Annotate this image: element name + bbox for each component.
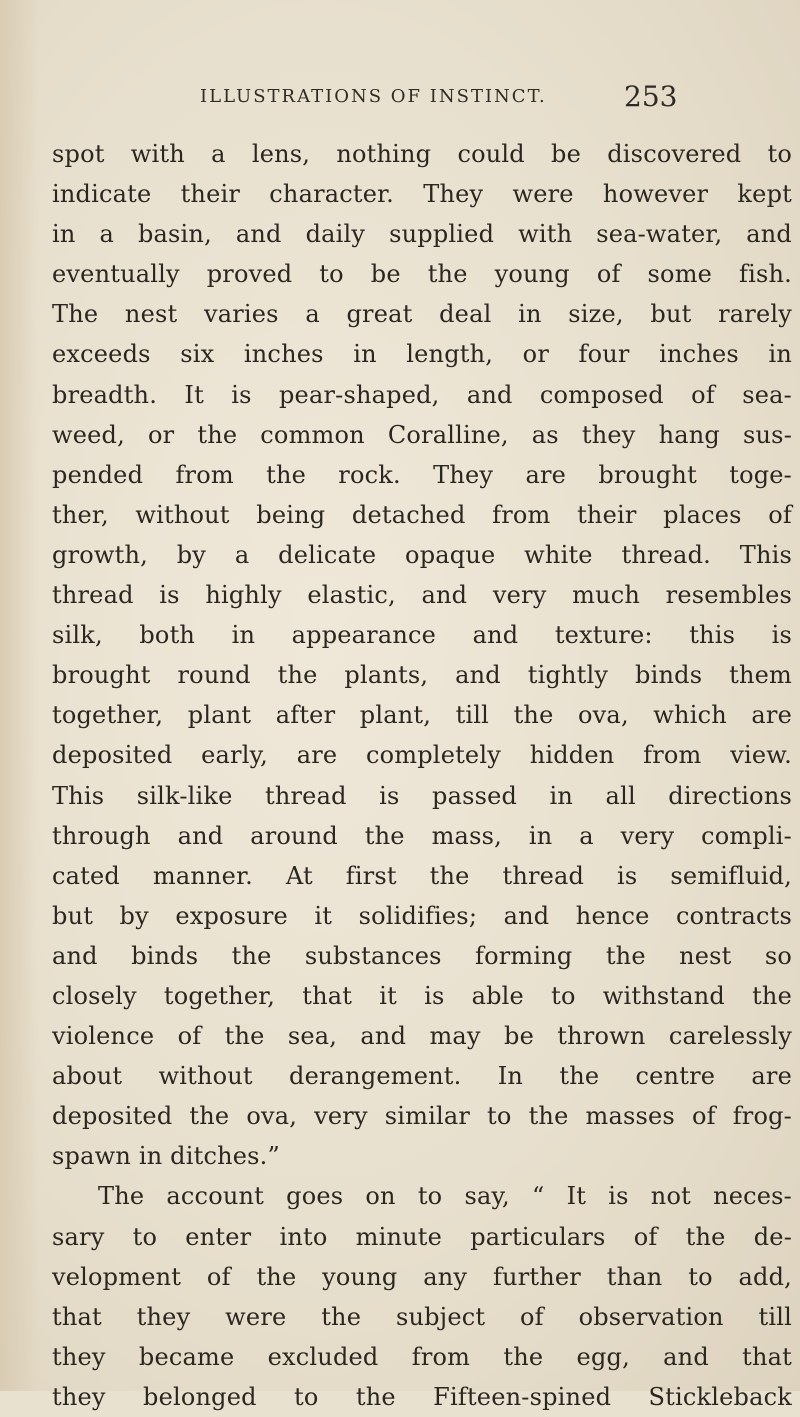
text-line: violence of the sea, and may be thrown carelessly <box>52 1022 792 1051</box>
text-line: and binds the substances forming the nest so <box>52 941 792 970</box>
text-line: indicate their character. They were however kept <box>52 180 792 209</box>
text-line: eventually proved to be the young of some fish. <box>52 260 792 289</box>
text-line: in a basin, and daily supplied with sea-water, and <box>52 220 792 249</box>
text-line: The nest varies a great deal in size, but rarely <box>52 300 792 329</box>
text-line: cated manner. At first the thread is semifluid, <box>52 861 792 890</box>
text-line: together, plant after plant, till the ova, which are <box>52 701 792 730</box>
text-line: breadth. It is pear-shaped, and composed of sea- <box>52 380 792 409</box>
page-number: 253 <box>624 80 678 113</box>
text-line: silk, both in appearance and texture: this is <box>52 621 792 650</box>
text-line: exceeds six inches in length, or four inches in <box>52 340 792 369</box>
page-edge-shadow <box>0 0 40 1391</box>
text-line: about without derangement. In the centre are <box>52 1062 792 1091</box>
text-line: This silk-like thread is passed in all directions <box>52 781 792 810</box>
text-line: ther, without being detached from their places of <box>52 500 792 529</box>
text-line: growth, by a delicate opaque white thread. This <box>52 540 792 569</box>
paragraph-start-line: The account goes on to say, “ It is not neces- <box>98 1182 792 1211</box>
text-line: they belonged to the Fifteen-spined Stickleback <box>52 1382 792 1411</box>
text-line: pended from the rock. They are brought toge- <box>52 460 792 489</box>
text-line: through and around the mass, in a very compli- <box>52 821 792 850</box>
text-line: spot with a lens, nothing could be discovered to <box>52 140 792 168</box>
text-line: velopment of the young any further than to add, <box>52 1262 792 1291</box>
text-line: they became excluded from the egg, and that <box>52 1342 792 1371</box>
text-line: sary to enter into minute particulars of the de- <box>52 1222 792 1251</box>
text-line: closely together, that it is able to withstand the <box>52 981 792 1010</box>
body-text <box>52 134 792 1417</box>
text-line: weed, or the common Coralline, as they hang sus- <box>52 420 792 449</box>
paragraph-end-line: spawn in ditches.” <box>52 1142 280 1171</box>
text-line: that they were the subject of observation till <box>52 1302 792 1331</box>
text-line: brought round the plants, and tightly binds them <box>52 661 792 690</box>
text-line: deposited the ova, very similar to the masses of frog- <box>52 1102 792 1131</box>
text-line: deposited early, are completely hidden from view. <box>52 741 792 770</box>
text-line: thread is highly elastic, and very much resembles <box>52 581 792 610</box>
text-line: but by exposure it solidifies; and hence contracts <box>52 901 792 930</box>
running-title: ILLUSTRATIONS OF INSTINCT. <box>200 86 547 107</box>
